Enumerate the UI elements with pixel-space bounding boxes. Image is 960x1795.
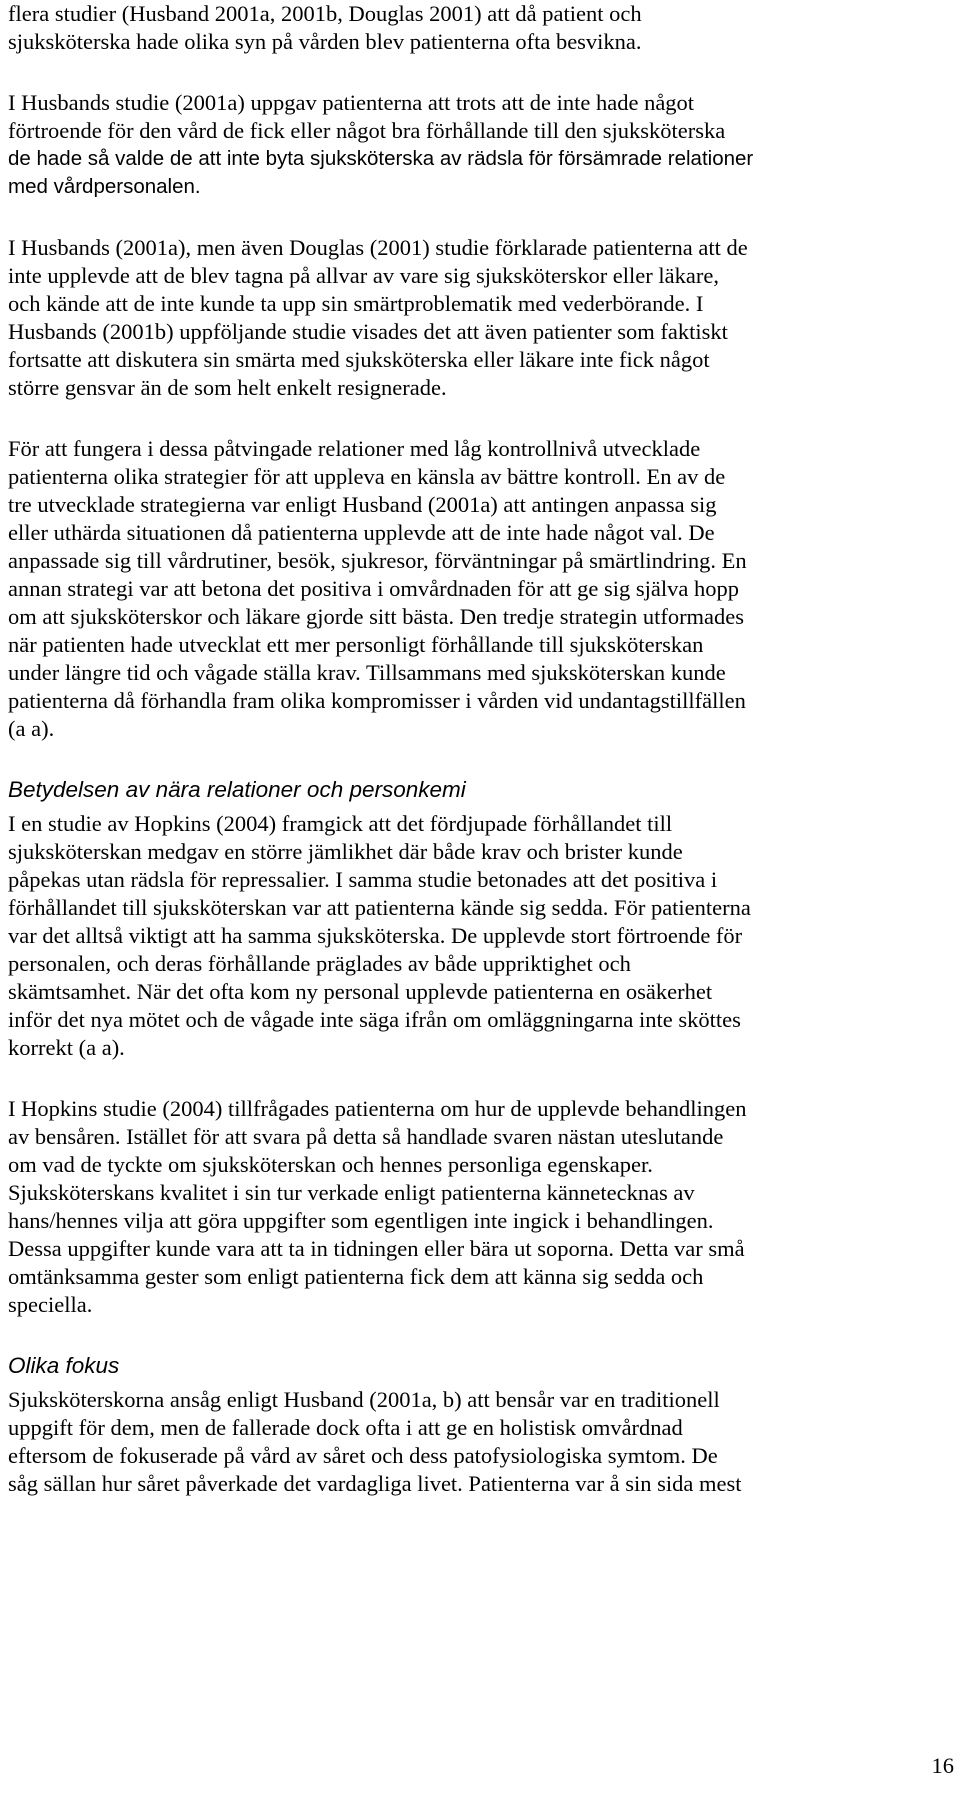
page-number: 16 xyxy=(931,1753,954,1778)
section-heading: Betydelsen av nära relationer och personkemi xyxy=(8,777,466,802)
text-line: Husbands (2001b) uppföljande studie visades det att även patienter som faktiskt xyxy=(8,319,728,344)
text-line: förhållandet till sjuksköterskan var att patienterna kände sig sedda. För patienterna xyxy=(8,895,751,920)
text-line: anpassade sig till vårdrutiner, besök, sjukresor, förväntningar på smärtlindring. En xyxy=(8,548,747,573)
text-line: (a a). xyxy=(8,716,55,741)
text-line: I Husbands (2001a), men även Douglas (2001) studie förklarade patienterna att de xyxy=(8,235,748,260)
text-line: personalen, och deras förhållande präglades av både uppriktighet och xyxy=(8,951,631,976)
text-line: var det alltså viktigt att ha samma sjuksköterska. De upplevde stort förtroende för xyxy=(8,923,743,948)
text-line: I Husbands studie (2001a) uppgav patienterna att trots att de inte hade något xyxy=(8,90,695,115)
text-line: tre utvecklade strategierna var enligt Husband (2001a) att antingen anpassa sig xyxy=(8,492,717,517)
text-line: För att fungera i dessa påtvingade relationer med låg kontrollnivå utvecklade xyxy=(8,436,701,461)
text-line: I en studie av Hopkins (2004) framgick att det fördjupade förhållandet till xyxy=(8,811,673,836)
text-line: sjuksköterska hade olika syn på vården blev patienterna ofta besvikna. xyxy=(8,29,642,54)
text-line: om att sjuksköterskor och läkare gjorde sitt bästa. Den tredje strategin utformades xyxy=(8,604,745,629)
text-line: flera studier (Husband 2001a, 2001b, Douglas 2001) att då patient och xyxy=(8,1,642,26)
text-line: eftersom de fokuserade på vård av såret och dess patofysiologiska symtom. De xyxy=(8,1443,718,1468)
text-line: I Hopkins studie (2004) tillfrågades patienterna om hur de upplevde behandlingen xyxy=(8,1096,747,1121)
text-line: omtänksamma gester som enligt patienterna fick dem att känna sig sedda och xyxy=(8,1264,704,1289)
section-heading: Olika fokus xyxy=(8,1353,120,1378)
text-line: korrekt (a a). xyxy=(8,1035,125,1060)
text-line: Sjuksköterskorna ansåg enligt Husband (2001a, b) att bensår var en traditionell xyxy=(8,1387,720,1412)
text-line: och kände att de inte kunde ta upp sin smärtproblematik med vederbörande. I xyxy=(8,291,704,316)
text-line: patienterna olika strategier för att uppleva en känsla av bättre kontroll. En av de xyxy=(8,464,726,489)
text-line: påpekas utan rädsla för repressalier. I samma studie betonades att det positiva i xyxy=(8,867,718,892)
text-line: större gensvar än de som helt enkelt resignerade. xyxy=(8,375,447,400)
text-line: uppgift för dem, men de fallerade dock ofta i att ge en holistisk omvårdnad xyxy=(8,1415,683,1440)
text-line: inför det nya mötet och de vågade inte säga ifrån om omläggningarna inte sköttes xyxy=(8,1007,741,1032)
text-line: när patienten hade utvecklat ett mer personligt förhållande till sjuksköterskan xyxy=(8,632,704,657)
text-line: av bensåren. Istället för att svara på detta så handlade svaren nästan uteslutande xyxy=(8,1124,724,1149)
text-line: Dessa uppgifter kunde vara att ta in tidningen eller bära ut soporna. Detta var små xyxy=(8,1236,745,1261)
text-line: speciella. xyxy=(8,1292,93,1317)
text-line: de hade så valde de att inte byta sjuksköterska av rädsla för försämrade relationer xyxy=(8,147,754,170)
text-line: skämtsamhet. När det ofta kom ny personal upplevde patienterna en osäkerhet xyxy=(8,979,713,1004)
text-line: om vad de tyckte om sjuksköterskan och hennes personliga egenskaper. xyxy=(8,1152,653,1177)
text-line: fortsatte att diskutera sin smärta med sjuksköterska eller läkare inte fick något xyxy=(8,347,710,372)
text-line: under längre tid och vågade ställa krav. Tillsammans med sjuksköterskan kunde xyxy=(8,660,726,685)
text-line: hans/hennes vilja att göra uppgifter som egentligen inte ingick i behandlingen. xyxy=(8,1208,714,1233)
text-line: såg sällan hur såret påverkade det vardagliga livet. Patienterna var å sin sida mest xyxy=(8,1471,742,1496)
text-line: eller uthärda situationen då patienterna upplevde att de inte hade något val. De xyxy=(8,520,715,545)
text-line: sjuksköterskan medgav en större jämlikhet där både krav och brister kunde xyxy=(8,839,683,864)
text-line: förtroende för den vård de fick eller något bra förhållande till den sjuksköterska xyxy=(8,118,726,143)
text-line: med vårdpersonalen. xyxy=(8,175,201,198)
text-line: inte upplevde att de blev tagna på allvar av vare sig sjuksköterskor eller läkare, xyxy=(8,263,719,288)
text-line: annan strategi var att betona det positiva i omvårdnaden för att ge sig själva hopp xyxy=(8,576,740,601)
text-line: patienterna då förhandla fram olika kompromisser i vården vid undantagstillfällen xyxy=(8,688,746,713)
text-line: Sjuksköterskans kvalitet i sin tur verkade enligt patienterna kännetecknas av xyxy=(8,1180,695,1205)
